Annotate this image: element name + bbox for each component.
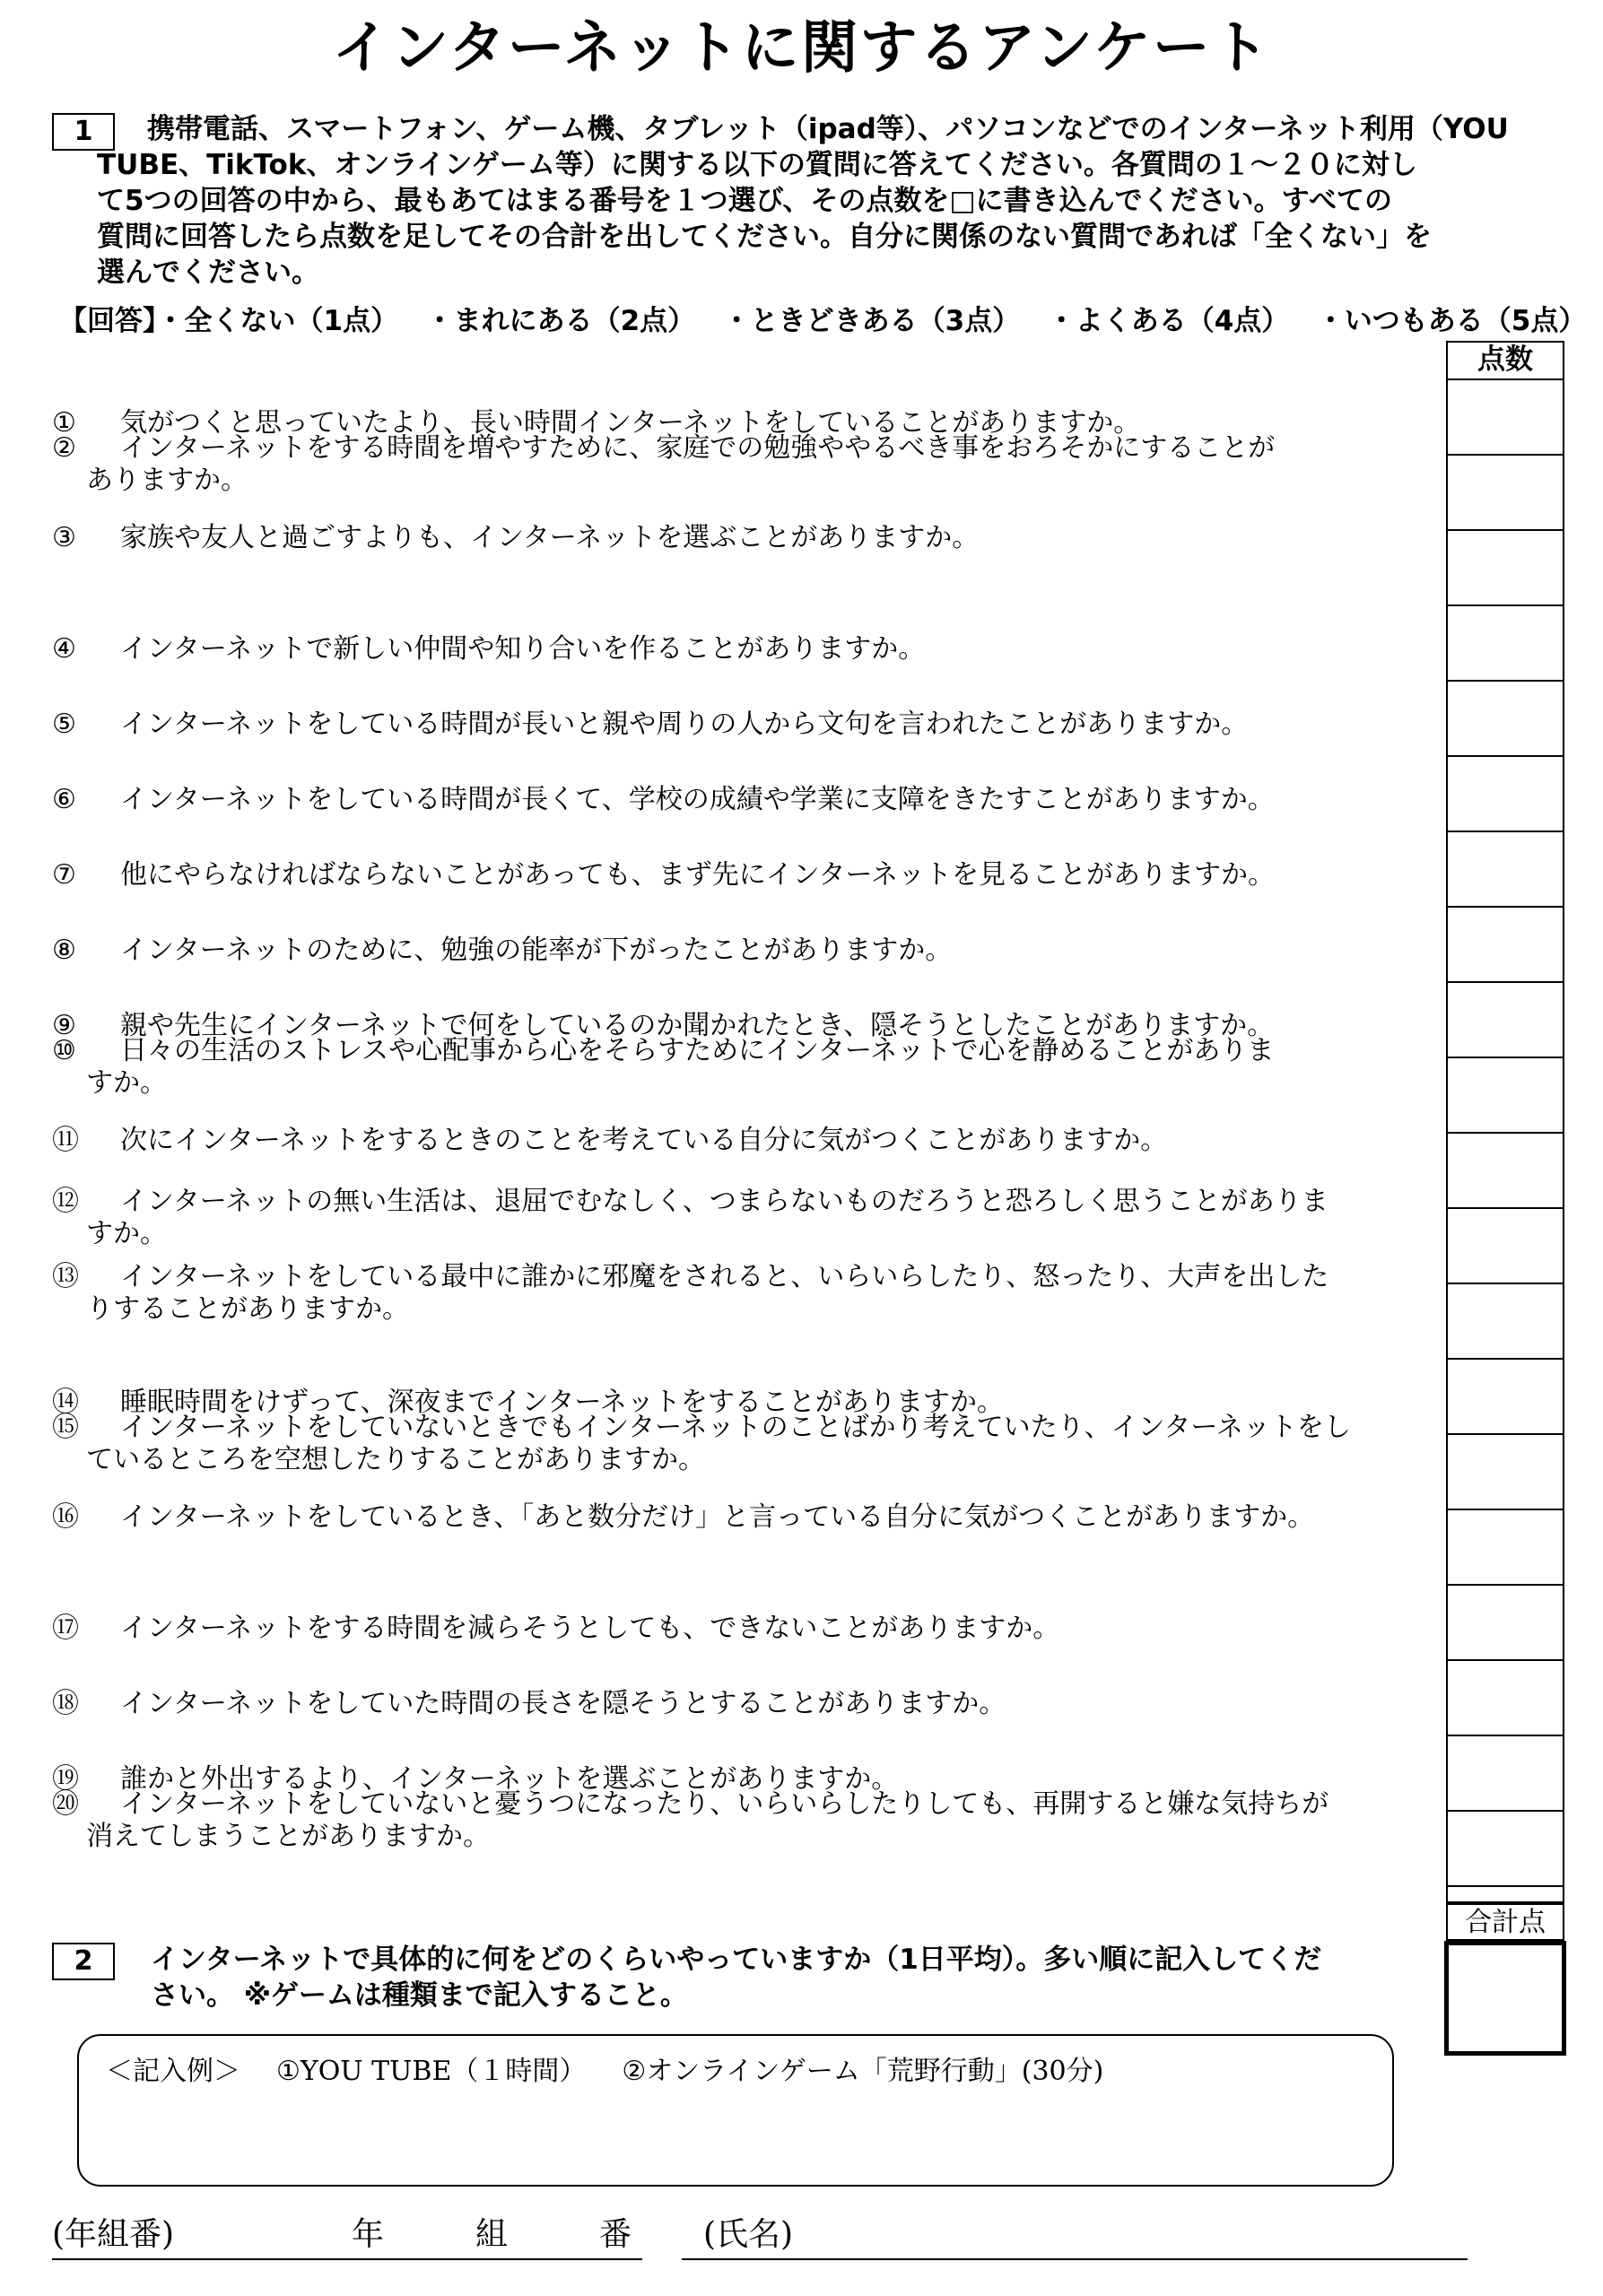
question-18 [52, 1688, 1441, 1720]
question-16 [52, 1501, 1441, 1534]
example-label: ＜記入例＞ [106, 2056, 240, 2087]
question-3 [52, 522, 1441, 554]
instruction-line: 選んでください。 [97, 257, 319, 289]
question-number: ⑧ [52, 935, 76, 966]
question-text: インターネットのために、勉強の能率が下がったことがありますか。 [120, 935, 953, 966]
score-input-19[interactable] [1448, 1736, 1563, 1808]
score-input-2[interactable] [1448, 456, 1563, 527]
question-number: ④ [52, 633, 76, 665]
example-item: ②オンラインゲーム「荒野行動」(30分) [622, 2056, 1104, 2087]
score-input-9[interactable] [1448, 983, 1563, 1055]
question-number: ⑨ [52, 1010, 76, 1041]
question-2 [52, 432, 1441, 497]
question-17 [52, 1613, 1441, 1645]
question-text: インターネットをしている最中に誰かに邪魔をされると、いらいらしたり、怒ったり、大声を出した [120, 1261, 1329, 1292]
question-text: 気がつくと思っていたより、長い時間インターネットをしていることがありますか。 [120, 407, 1141, 439]
section-2-line: インターネットで具体的に何をどのくらいやっていますか（1日平均）。多い順に記入してくだ [151, 1944, 1322, 1976]
question-12 [52, 1186, 1441, 1250]
question-text: 家族や友人と過ごすよりも、インターネットを選ぶことがありますか。 [120, 522, 980, 553]
score-input-12[interactable] [1448, 1209, 1563, 1281]
question-number: ⑮ [52, 1412, 79, 1443]
question-10 [52, 1035, 1441, 1100]
score-input-3[interactable] [1448, 531, 1563, 603]
question-number: ⑤ [52, 709, 76, 740]
question-text-continued: すか。 [86, 1067, 167, 1099]
answer-legend-label: 【回答】 [59, 305, 157, 337]
class-label: 組 [475, 2216, 509, 2253]
instruction-line: て5つの回答の中から、最もあてはまる番号を１つ選び、その点数を□に書き込んでください。すべての [97, 185, 1392, 217]
question-text: 誰かと外出するより、インターネットを選ぶことがありますか。 [120, 1763, 899, 1795]
writing-example [106, 2054, 1380, 2090]
total-score-input[interactable] [1444, 1941, 1566, 2056]
question-number: ② [52, 432, 76, 464]
question-number: ⑫ [52, 1186, 79, 1217]
example-item: ①YOU TUBE（１時間） [276, 2056, 587, 2087]
question-text: 日々の生活のストレスや心配事から心をそらすためにインターネットで心を静めることがありま [120, 1035, 1275, 1066]
score-input-5[interactable] [1448, 682, 1563, 753]
question-number: ⑭ [52, 1387, 79, 1418]
question-text: 親や先生にインターネットで何をしているのか聞かれたとき、隠そうとしたことがありますか。 [120, 1010, 1275, 1041]
question-text-continued: すか。 [86, 1218, 167, 1249]
question-15 [52, 1412, 1441, 1476]
total-score-label: 合計点 [1446, 1903, 1564, 1941]
answer-option: ・いつもある（5点） [1316, 305, 1587, 337]
question-8 [52, 935, 1441, 967]
score-input-14[interactable] [1448, 1360, 1563, 1431]
question-5 [52, 709, 1441, 741]
question-text: インターネットをしているとき、「あと数分だけ」と言っている自分に気がつくことがありますか。 [120, 1501, 1315, 1533]
question-11 [52, 1125, 1441, 1157]
name-line[interactable] [682, 2258, 1468, 2260]
question-text: インターネットの無い生活は、退屈でむなしく、つまらないものだろうと恐ろしく思うことがありま [120, 1186, 1329, 1217]
section-1-number: 1 [52, 113, 115, 151]
question-number: ③ [52, 522, 76, 553]
score-input-1[interactable] [1448, 380, 1563, 452]
question-number: ⑦ [52, 859, 76, 891]
question-number: ⑱ [52, 1688, 79, 1719]
question-number: ① [52, 407, 76, 439]
score-input-16[interactable] [1448, 1510, 1563, 1582]
section-2-question [151, 1942, 1442, 2013]
answer-legend [59, 303, 1587, 339]
question-text: インターネットをしている時間が長くて、学校の成績や学業に支障をきたすことがありますか。 [120, 784, 1275, 815]
answer-option: ・まれにある（2点） [425, 305, 682, 337]
question-text-continued: りすることがありますか。 [86, 1293, 409, 1325]
question-text: インターネットをしていた時間の長さを隠そうとすることがありますか。 [120, 1688, 1006, 1719]
question-number: ⑩ [52, 1035, 76, 1066]
answer-option: ・全くない（1点） [156, 305, 385, 337]
score-cell-divider [1446, 1885, 1564, 1887]
score-input-17[interactable] [1448, 1586, 1563, 1657]
section-1-instructions [97, 111, 1568, 291]
year-label: 年 [352, 2216, 385, 2253]
section-2-number: 2 [52, 1943, 115, 1980]
instruction-line: TUBE、TikTok、オンラインゲーム等）に関する以下の質問に答えてください。各質問の１～２０に対し [97, 149, 1417, 181]
answer-option: ・よくある（4点） [1047, 305, 1276, 337]
question-6 [52, 784, 1441, 816]
question-number: ⑥ [52, 784, 76, 815]
question-text: 次にインターネットをするときのことを考えている自分に気がつくことがありますか。 [120, 1125, 1168, 1156]
question-number: ⑬ [52, 1261, 79, 1292]
score-input-10[interactable] [1448, 1058, 1563, 1130]
question-7 [52, 859, 1441, 891]
name-label: (氏名) [703, 2216, 794, 2253]
score-input-4[interactable] [1448, 606, 1563, 678]
score-input-18[interactable] [1448, 1661, 1563, 1733]
page-title: インターネットに関するアンケート [332, 15, 1271, 82]
score-input-15[interactable] [1448, 1435, 1563, 1507]
question-text: 睡眠時間をけずって、深夜までインターネットをすることがありますか。 [120, 1387, 1004, 1418]
question-number: ⑯ [52, 1501, 79, 1533]
section-2-line: さい。 ※ゲームは種類まで記入すること。 [151, 1979, 688, 2012]
score-header: 点数 [1446, 341, 1564, 380]
answer-option: ・ときどきある（3点） [722, 305, 1006, 337]
question-text: インターネットをする時間を減らそうとしても、できないことがありますか。 [120, 1613, 1060, 1644]
question-text: インターネットをしていないときでもインターネットのことばかり考えていたり、インターネットをし [120, 1412, 1351, 1443]
question-text-continued: ありますか。 [86, 465, 248, 496]
question-text-continued: ているところを空想したりすることがありますか。 [86, 1444, 705, 1475]
question-20 [52, 1788, 1441, 1853]
question-number: ⑰ [52, 1613, 79, 1644]
question-number: ⑲ [52, 1763, 79, 1795]
question-4 [52, 633, 1441, 665]
instruction-line: 質問に回答したら点数を足してその合計を出してください。自分に関係のない質問であれば「全くない」を [97, 221, 1432, 253]
score-input-11[interactable] [1448, 1134, 1563, 1205]
score-input-7[interactable] [1448, 832, 1563, 904]
question-text: 他にやらなければならないことがあっても、まず先にインターネットを見ることがありますか。 [120, 859, 1275, 891]
question-text: インターネットをしていないと憂うつになったり、いらいらしたりしても、再開すると嫌な気持ちが [120, 1788, 1329, 1820]
instruction-line: 携帯電話、スマートフォン、ゲーム機、タブレット（ipad等）、パソコンなどでのインターネット利用（YOU [147, 113, 1509, 145]
question-text: インターネットで新しい仲間や知り合いを作ることがありますか。 [120, 633, 926, 665]
score-input-8[interactable] [1448, 908, 1563, 979]
question-text: インターネットをしている時間が長いと親や周りの人から文句を言われたことがありますか。 [120, 709, 1249, 740]
score-input-6[interactable] [1448, 757, 1563, 829]
question-number: ⑳ [52, 1788, 79, 1820]
score-input-13[interactable] [1448, 1284, 1563, 1356]
class-number-line[interactable] [52, 2258, 642, 2260]
question-text-continued: 消えてしまうことがありますか。 [86, 1821, 490, 1852]
question-13 [52, 1261, 1441, 1326]
question-text: インターネットをする時間を増やすために、家庭での勉強ややるべき事をおろそかにすることが [120, 432, 1276, 464]
number-label: 番 [599, 2216, 632, 2253]
score-input-20[interactable] [1448, 1812, 1563, 1883]
question-number: ⑪ [52, 1125, 79, 1156]
class-number-label: (年組番) [52, 2216, 175, 2253]
